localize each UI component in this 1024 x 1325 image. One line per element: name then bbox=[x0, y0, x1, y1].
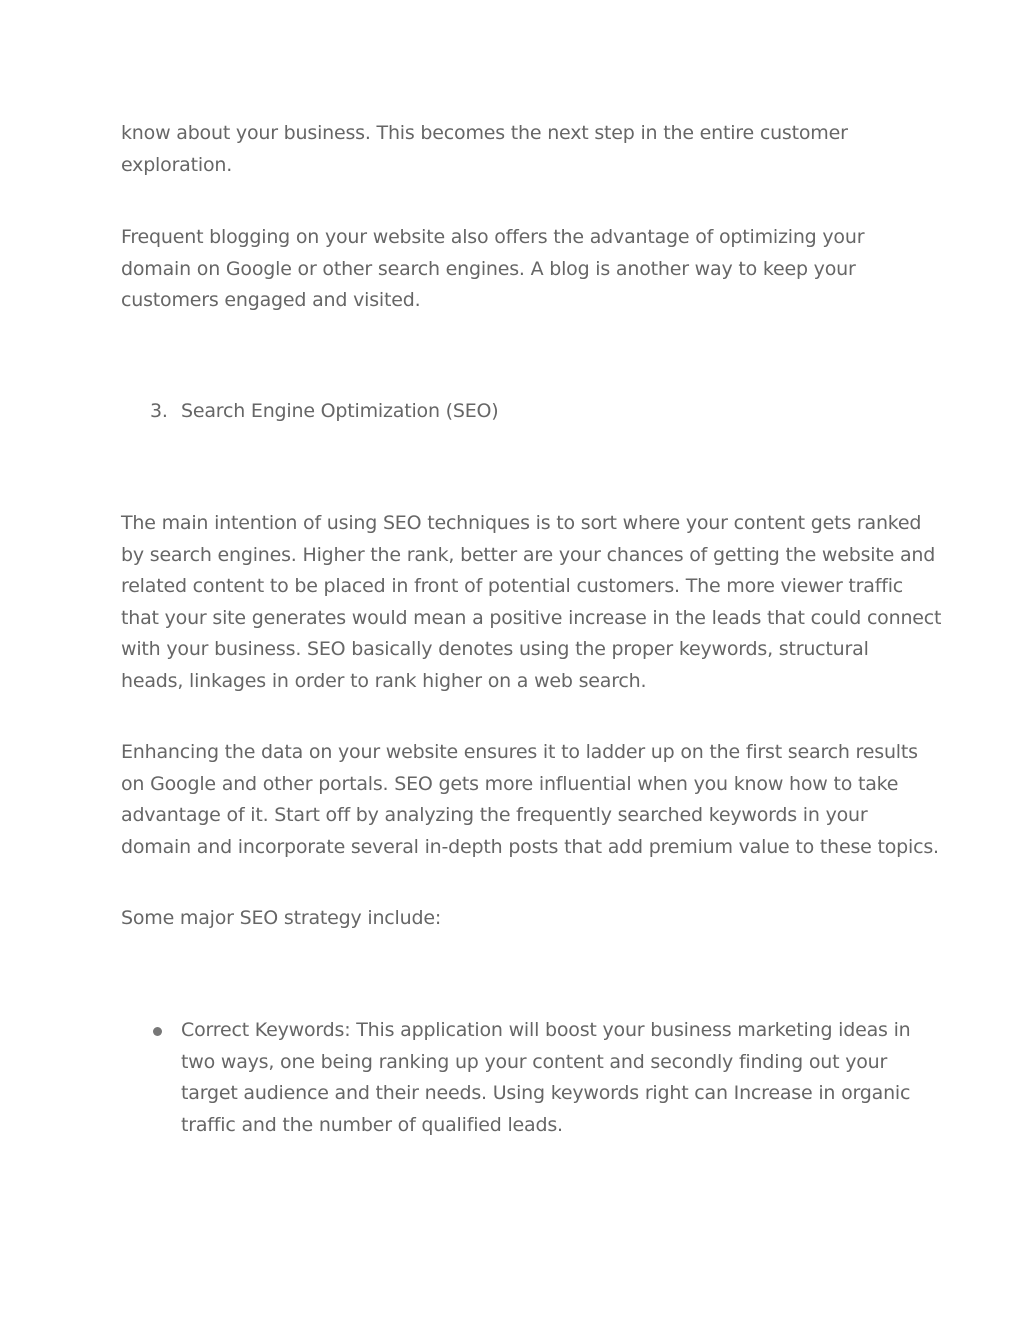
text-line: Some major SEO strategy include: bbox=[121, 907, 442, 929]
paragraph-seo-intention bbox=[121, 508, 942, 697]
text-line: exploration. bbox=[121, 153, 233, 176]
text-line: by search engines. Higher the rank, better are your chances of getting the website and bbox=[121, 543, 936, 566]
text-line: two ways, one being ranking up your content and secondly finding out your bbox=[181, 1050, 888, 1073]
text-line: on Google and other portals. SEO gets more influential when you know how to take bbox=[121, 772, 899, 795]
text-line: related content to be placed in front of potential customers. The more viewer traffic bbox=[121, 575, 904, 597]
paragraph-blogging bbox=[121, 222, 911, 317]
text-line: Correct Keywords: This application will boost your business marketing ideas in bbox=[181, 1019, 911, 1041]
section-heading: Search Engine Optimization (SEO) bbox=[181, 400, 499, 422]
text-line: advantage of it. Start off by analyzing the frequently searched keywords in your bbox=[121, 804, 868, 826]
bullet-text bbox=[181, 1015, 911, 1141]
bullet-icon bbox=[153, 1027, 162, 1036]
text-line: customers engaged and visited. bbox=[121, 289, 421, 311]
paragraph-intro bbox=[121, 118, 911, 181]
paragraph-strategy-intro bbox=[121, 903, 911, 935]
text-line: heads, linkages in order to rank higher on a web search. bbox=[121, 669, 647, 692]
text-line: target audience and their needs. Using keywords right can Increase in organic bbox=[181, 1082, 911, 1104]
text-line: Frequent blogging on your website also offers the advantage of optimizing your bbox=[121, 226, 865, 248]
text-line: domain and incorporate several in-depth posts that add premium value to these topics. bbox=[121, 835, 939, 858]
list-number: 3. bbox=[150, 400, 168, 422]
text-line: Enhancing the data on your website ensures it to ladder up on the first search results bbox=[121, 741, 918, 763]
paragraph-enhancing-data bbox=[121, 737, 939, 863]
text-line: traffic and the number of qualified leads. bbox=[181, 1113, 563, 1136]
text-line: know about your business. This becomes the next step in the entire customer bbox=[121, 122, 848, 144]
text-line: that your site generates would mean a positive increase in the leads that could connect bbox=[121, 606, 942, 629]
text-line: with your business. SEO basically denotes using the proper keywords, structural bbox=[121, 638, 869, 660]
text-line: domain on Google or other search engines. A blog is another way to keep your bbox=[121, 257, 856, 280]
text-line: The main intention of using SEO techniques is to sort where your content gets ranked bbox=[121, 512, 922, 534]
